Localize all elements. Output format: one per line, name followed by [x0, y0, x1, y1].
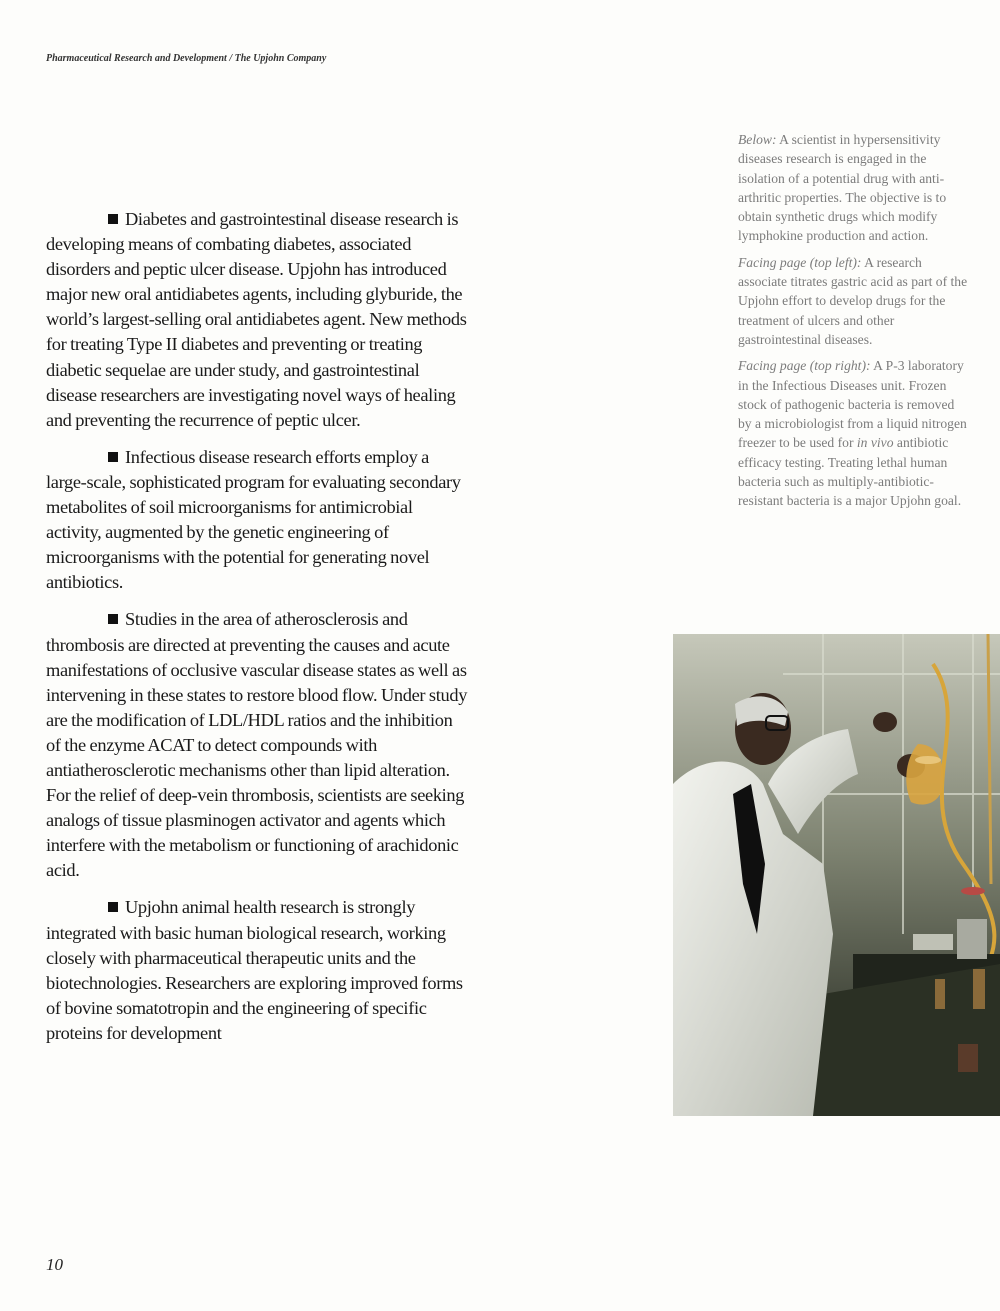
body-paragraph-text: Infectious disease research efforts employ a large-scale, sophisticated program for evaluating secondary metabolites of soil microorganisms for antimicrobial activity, augmented by the genetic engineering of microorganisms with the potential for generating novel antibiotics. [46, 446, 461, 593]
square-bullet-icon [108, 902, 118, 912]
caption-below [738, 130, 970, 246]
body-paragraph [46, 895, 470, 1046]
body-paragraph [46, 607, 470, 883]
running-head: Pharmaceutical Research and Development / The Upjohn Company [46, 53, 327, 64]
caption-facing-top-left [738, 253, 970, 349]
body-paragraph-text: Diabetes and gastrointestinal disease research is developing means of combating diabetes, associated disorders and peptic ulcer disease. Upjohn has introduced major new oral antidiabetes agents, including glyburide, the world’s largest-selling oral antidiabetes agent. New methods for treating Type II diabetes and preventing or treating diabetic sequelae are under study, and gastrointestinal disease researchers are investigating novel ways of healing and preventing the recurrence of peptic ulcer. [46, 209, 467, 430]
body-paragraph [46, 445, 470, 596]
caption-lead: Facing page (top left): [738, 254, 862, 270]
laboratory-photo [673, 634, 1000, 1116]
page-number: 10 [46, 1255, 63, 1274]
body-text-column [46, 207, 470, 1058]
photo-captions [738, 130, 970, 518]
caption-italic-phrase: in vivo [856, 435, 894, 451]
caption-lead: Below: [738, 132, 777, 147]
caption-text: antibiotic efficacy testing. Treating lethal human bacteria such as multiply-antibiotic-resistant bacteria is a major Upjohn goal. [738, 435, 962, 509]
body-paragraph-text: Studies in the area of atherosclerosis and thrombosis are directed at preventing the causes and acute manifestations of occlusive vascular disease states as well as intervening in these states to restore blood flow. Under study are the modification of LDL/HDL ratios and the inhibition of the enzyme ACAT to detect compounds with antiatherosclerotic mechanisms other than lipid alteration. For the relief of deep-vein thrombosis, scientists are seeking analogs of tissue plasminogen activator and agents which interfere with the metabolism or functioning of arachidonic acid. [46, 609, 468, 881]
body-paragraph [46, 207, 470, 433]
body-paragraph-text: Upjohn animal health research is strongly integrated with basic human biological research, working closely with pharmaceutical therapeutic units and the biotechnologies. Researchers are exploring improved forms of bovine somatotropin and the engineering of specific proteins for development [46, 897, 463, 1043]
caption-lead: Facing page (top right): [738, 358, 871, 374]
square-bullet-icon [108, 452, 118, 462]
caption-text: A scientist in hypersensitivity diseases research is engaged in the isolation of a potential drug with anti-arthritic properties. The objective is to obtain synthetic drugs which modify lymphokine production and action. [738, 132, 947, 244]
scientist-in-lab-illustration [673, 634, 1000, 1116]
square-bullet-icon [108, 614, 118, 624]
square-bullet-icon [108, 214, 118, 224]
caption-text: A research associate titrates gastric acid as part of the Upjohn effort to develop drugs for the treatment of ulcers and other gastrointestinal diseases. [738, 254, 968, 347]
caption-facing-top-right [738, 356, 970, 510]
caption-text: A P-3 laboratory in the Infectious Diseases unit. Frozen stock of pathogenic bacteria is removed by a microbiologist from a liquid nitrogen freezer to be used for [738, 358, 967, 451]
